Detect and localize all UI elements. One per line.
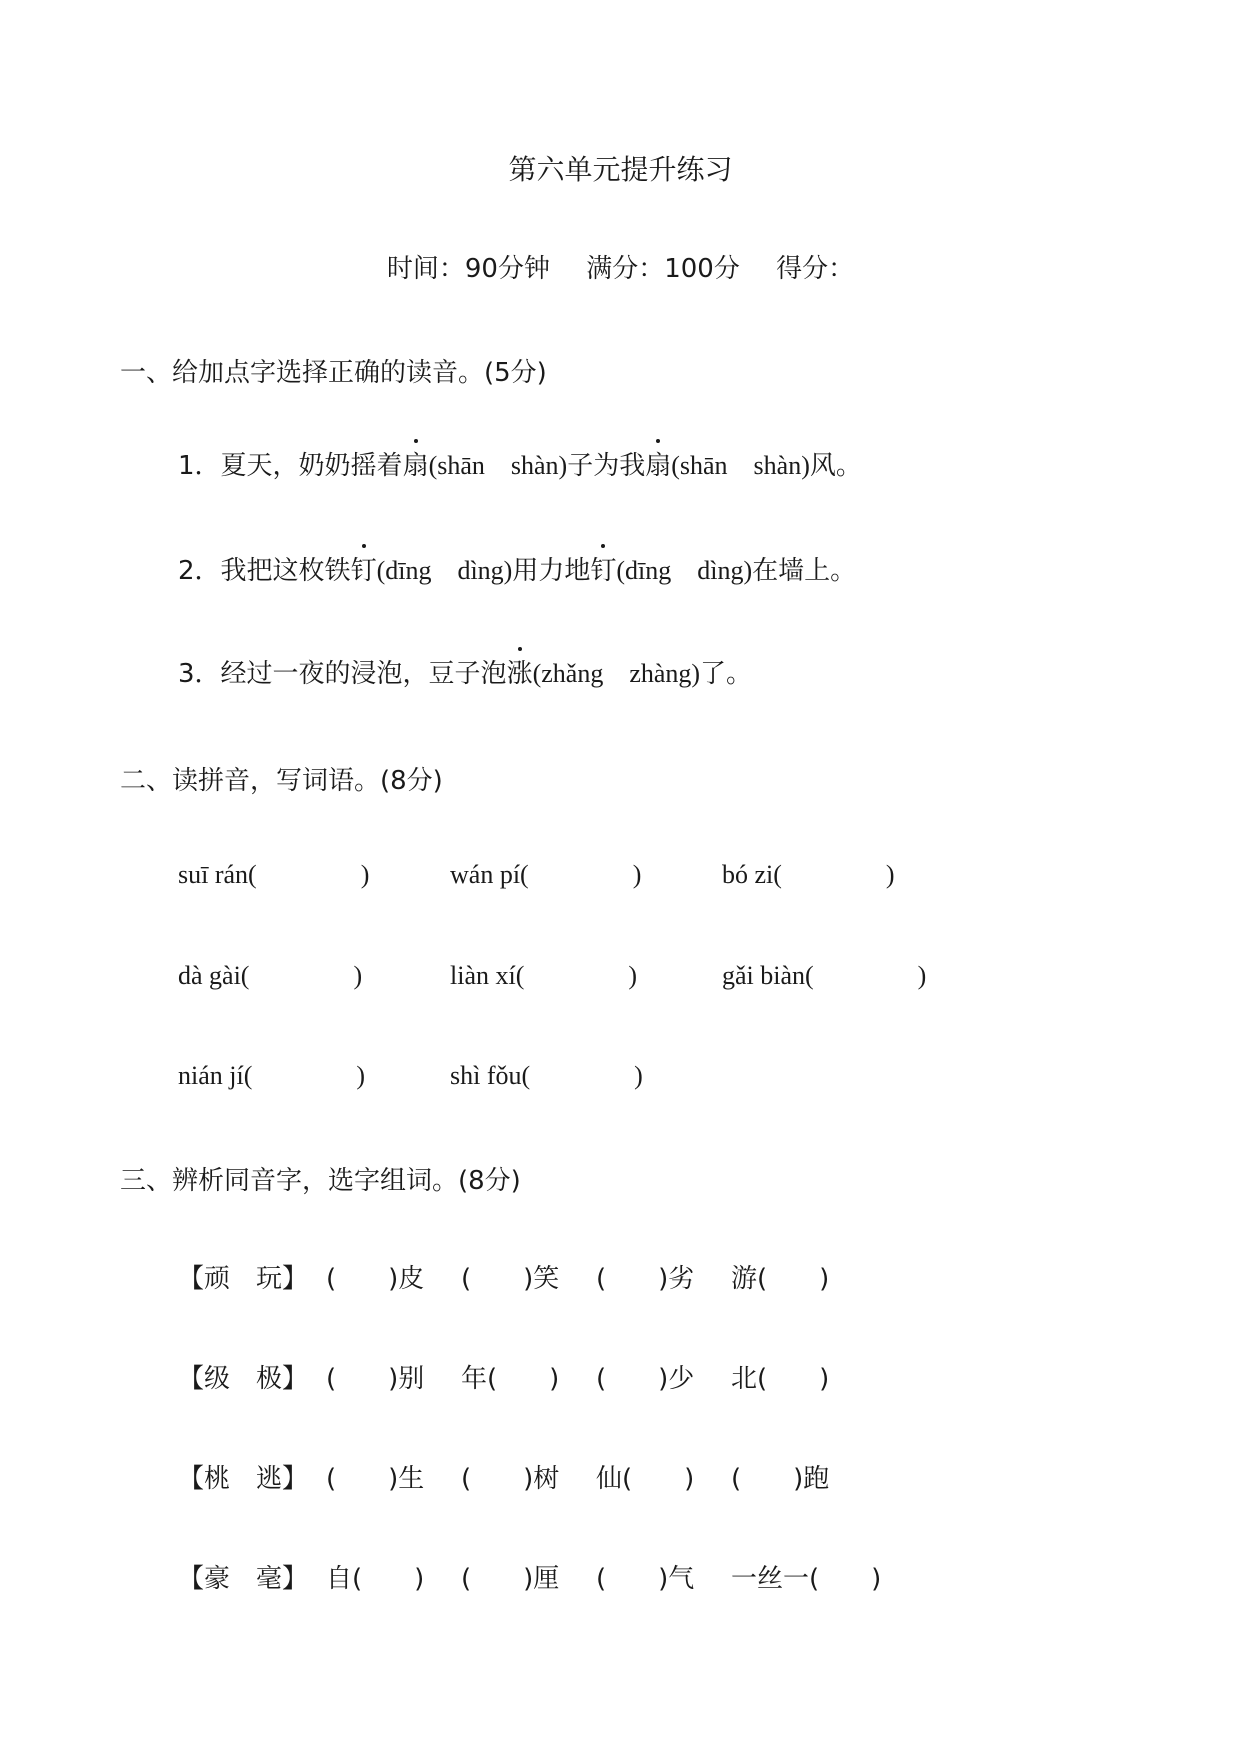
pinyin-blank[interactable]: gǎi biàn( )	[722, 961, 927, 990]
homophone-row-4	[178, 1558, 882, 1595]
question-1-3	[178, 653, 752, 690]
pinyin-row-2	[178, 955, 926, 992]
word-blank[interactable]: ( )气	[596, 1564, 695, 1594]
pinyin-blank[interactable]: wán pí( )	[450, 860, 642, 889]
question-text: 我把这枚铁	[220, 556, 351, 586]
dotted-character: 扇	[403, 445, 429, 482]
pinyin-choices: (dīng dìng)用力地	[376, 556, 591, 585]
pinyin-blank[interactable]: bó zi( )	[722, 860, 895, 889]
section-2-heading: 二、读拼音，写词语。(8分)	[120, 766, 443, 796]
homophone-row-2	[178, 1358, 866, 1395]
homophone-pair: 【桃 逃】	[178, 1464, 309, 1494]
word-blank[interactable]: ( )厘	[461, 1564, 560, 1594]
section-3-heading: 三、辨析同音字，选字组词。(8分)	[120, 1166, 521, 1196]
dotted-character: 钉	[351, 550, 377, 587]
dotted-character: 涨	[507, 653, 533, 690]
word-blank[interactable]: 一丝一( )	[731, 1564, 882, 1594]
pinyin-blank[interactable]: nián jí( )	[178, 1061, 366, 1090]
pinyin-row-3	[178, 1055, 722, 1092]
word-blank[interactable]: 仙( )	[596, 1464, 695, 1494]
pinyin-choices: (zhǎng zhàng)了。	[532, 659, 753, 688]
question-number: 3．	[178, 659, 221, 689]
full-score-label: 满分：100分	[586, 254, 740, 284]
word-blank[interactable]: 年( )	[461, 1364, 560, 1394]
homophone-pair: 【豪 毫】	[178, 1564, 309, 1594]
dotted-character: 扇	[645, 445, 671, 482]
word-blank[interactable]: ( )跑	[731, 1464, 830, 1494]
word-blank[interactable]: ( )劣	[596, 1264, 695, 1294]
homophone-row-3	[178, 1458, 866, 1495]
question-1-2	[178, 550, 856, 587]
word-blank[interactable]: ( )笑	[461, 1264, 560, 1294]
question-1-1	[178, 445, 862, 482]
word-blank[interactable]: 自( )	[326, 1564, 425, 1594]
pinyin-blank[interactable]: dà gài( )	[178, 961, 363, 990]
pinyin-choices: (dīng dìng)在墙上。	[616, 556, 857, 585]
word-blank[interactable]: ( )生	[326, 1464, 425, 1494]
word-blank[interactable]: 游( )	[731, 1264, 830, 1294]
time-label: 时间：90分钟	[386, 254, 550, 284]
word-blank[interactable]: 北( )	[731, 1364, 830, 1394]
pinyin-choices: (shān shàn)风。	[671, 451, 862, 480]
score-label: 得分：	[776, 254, 855, 284]
pinyin-blank[interactable]: suī rán( )	[178, 860, 370, 889]
homophone-pair: 【级 极】	[178, 1364, 309, 1394]
word-blank[interactable]: ( )树	[461, 1464, 560, 1494]
question-number: 2．	[178, 556, 221, 586]
pinyin-blank[interactable]: liàn xí( )	[450, 961, 638, 990]
pinyin-blank[interactable]: shì fǒu( )	[450, 1061, 643, 1090]
question-number: 1．	[178, 451, 221, 481]
question-text: 夏天，奶奶摇着	[220, 451, 403, 481]
exam-meta	[0, 248, 1241, 285]
pinyin-choices: (shān shàn)子为我	[428, 451, 646, 480]
homophone-pair: 【顽 玩】	[178, 1264, 309, 1294]
dotted-character: 钉	[590, 550, 616, 587]
word-blank[interactable]: ( )皮	[326, 1264, 425, 1294]
pinyin-row-1	[178, 854, 895, 891]
question-text: 经过一夜的浸泡，豆子泡	[220, 659, 507, 689]
word-blank[interactable]: ( )少	[596, 1364, 695, 1394]
word-blank[interactable]: ( )别	[326, 1364, 425, 1394]
section-1-heading: 一、给加点字选择正确的读音。(5分)	[120, 358, 547, 388]
page-title: 第六单元提升练习	[508, 153, 733, 186]
homophone-row-1	[178, 1258, 866, 1295]
